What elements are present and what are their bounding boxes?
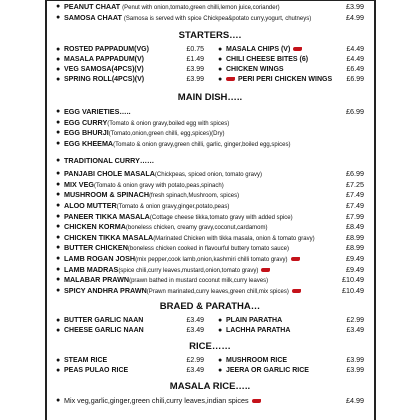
- item-description: (Tomato,onion,green chilli, egg,spices)(Dry): [108, 131, 225, 138]
- bullet-icon: ●: [56, 397, 61, 405]
- item-description: (Cottage cheese tikka,tomato gravy with added spice): [149, 214, 293, 221]
- menu-item-pair: [50, 45, 370, 55]
- chili-icon: [226, 77, 235, 81]
- bullet-icon: ●: [56, 156, 61, 164]
- bullet-icon: ●: [218, 367, 223, 375]
- item-description: (Tomato & onion gravy,ginger,potato,peas): [116, 203, 230, 210]
- item-name: Mix veg,garlic,ginger,green chili,curry leaves,indian spices: [64, 396, 249, 406]
- item-price: £7.49: [346, 190, 364, 200]
- item-name: PLAIN PARATHA: [226, 317, 283, 325]
- bullet-icon: ●: [56, 201, 61, 209]
- item-description: (Tomato & onion gravy with potato,peas,spinach): [93, 182, 224, 189]
- item-price: £9.49: [346, 264, 364, 274]
- menu-item-pair: [50, 316, 370, 326]
- item-name: MUSHROOM RICE: [226, 357, 288, 365]
- item-name: MASALA PAPPADUM(V): [64, 56, 144, 64]
- item-price: £6.49: [346, 66, 364, 74]
- menu-item-pair: [50, 65, 370, 75]
- item-price: £9.49: [346, 253, 364, 263]
- item-price: £3.99: [346, 357, 364, 365]
- item-price: £3.99: [186, 76, 204, 84]
- item-price: £8.49: [346, 222, 364, 232]
- bullet-icon: ●: [56, 244, 61, 252]
- item-price: £3.99: [346, 2, 364, 11]
- section-heading-main-dish: MAIN DISH…..: [177, 92, 243, 104]
- item-name: VEG SAMOSA(4PCS)(V): [64, 66, 144, 74]
- bullet-icon: ●: [218, 66, 223, 74]
- item-price: £3.99: [346, 367, 364, 375]
- bullet-icon: ●: [56, 233, 61, 241]
- menu-item: [50, 13, 370, 24]
- item-name: EGG BHURJI: [64, 128, 109, 138]
- item-price: £4.49: [346, 46, 364, 54]
- bullet-icon: ●: [56, 223, 61, 231]
- bullet-icon: ●: [56, 129, 61, 137]
- item-name: MASALA CHIPS (V): [226, 46, 291, 54]
- item-description: (mix pepper,cook lamb,onion,kashmiri chilli tomato gravy): [135, 256, 288, 263]
- item-description: (boneless chicken cooked in flavourful buttery tomato sauce): [127, 246, 289, 253]
- chili-icon: [252, 399, 261, 403]
- item-name: MIX VEG: [64, 179, 94, 189]
- bullet-icon: ●: [56, 76, 61, 84]
- item-name: PANEER TIKKA MASALA: [64, 211, 150, 221]
- item-name: PEAS PULAO RICE: [64, 367, 129, 375]
- item-name: ALOO MUTTER: [64, 200, 117, 210]
- item-description: (Marinated Chicken with tikka masala, onion & tomato gravy): [153, 235, 315, 242]
- bullet-icon: ●: [56, 327, 61, 335]
- item-name: CHICKEN TIKKA MASALA: [64, 232, 154, 242]
- item-description: (Prawn marinated,curry leaves,green chill,mix spices): [146, 288, 289, 295]
- bullet-icon: ●: [218, 56, 223, 64]
- item-price: £0.75: [186, 46, 204, 54]
- item-description: (fresh spinach,Mushroom, spices): [149, 193, 240, 200]
- menu-item-pair: [50, 326, 370, 336]
- menu-item-pair: [50, 75, 370, 85]
- bullet-icon: ●: [56, 66, 61, 74]
- bullet-icon: ●: [56, 212, 61, 220]
- bullet-icon: ●: [218, 76, 223, 84]
- item-price: £6.99: [346, 107, 364, 117]
- bullet-icon: ●: [56, 286, 61, 294]
- section-heading-starters: STARTERS….: [178, 30, 242, 42]
- menu-item-pair: [50, 55, 370, 65]
- item-price: £8.99: [346, 232, 364, 242]
- item-name: LAMB MADRAS: [64, 264, 119, 274]
- item-description: (Chickpeas, spiced onion, tomato gravy): [154, 172, 262, 179]
- egg-varieties-heading: EGG VARIETIES…..: [64, 107, 131, 117]
- item-price: £4.99: [346, 396, 364, 406]
- item-name: LAMB ROGAN JOSH: [64, 253, 136, 263]
- item-description: (Tomato & onion gravy,boiled egg with spices): [107, 120, 230, 127]
- bullet-icon: ●: [56, 170, 61, 178]
- item-description: (prawn bathed in mustard coconut milk,curry leaves): [129, 278, 269, 285]
- item-price: £4.49: [346, 56, 364, 64]
- bullet-icon: ●: [56, 254, 61, 262]
- bullet-icon: ●: [218, 46, 223, 54]
- bullet-icon: ●: [218, 357, 223, 365]
- bullet-icon: ●: [218, 327, 223, 335]
- menu-item: [50, 169, 370, 180]
- item-description: (Samosa is served with spice Chickpea&potato curry,yogurt, chutneys): [123, 15, 312, 22]
- bullet-icon: ●: [56, 357, 61, 365]
- item-price: £3.49: [186, 317, 204, 325]
- item-name: LACHHA PARATHA: [226, 327, 291, 335]
- menu-item: [50, 180, 370, 191]
- traditional-curry-heading: TRADITIONAL CURRY……: [64, 155, 155, 165]
- bullet-icon: ●: [56, 3, 61, 10]
- item-price: £1.49: [186, 56, 204, 64]
- menu-item: [50, 222, 370, 233]
- item-name: SPICY ANDHRA PRAWN: [64, 285, 147, 295]
- item-name: SAMOSA CHAAT: [64, 12, 122, 22]
- item-name: EGG KHEEMA: [64, 138, 114, 148]
- menu-item: [50, 190, 370, 201]
- item-name: CHILI CHEESE BITES (6): [226, 56, 309, 64]
- item-description: (Penut with onion,tomato,green chilli,lemon juice,coriander): [122, 5, 280, 11]
- item-price: £7.99: [346, 211, 364, 221]
- bullet-icon: ●: [218, 317, 223, 325]
- item-price: £3.99: [186, 66, 204, 74]
- section-heading-bread: BRAED & PARATHA…: [159, 301, 261, 313]
- menu-item: [50, 201, 370, 212]
- item-price: £7.49: [346, 200, 364, 210]
- chili-icon: [261, 268, 270, 272]
- menu-border-right: [374, 0, 376, 420]
- bullet-icon: ●: [56, 56, 61, 64]
- menu-item-pair: [50, 356, 370, 366]
- item-price: £2.99: [346, 317, 364, 325]
- chili-icon: [292, 289, 301, 293]
- bullet-icon: ●: [56, 118, 61, 126]
- item-name: ROSTED PAPPADUM(VG): [64, 46, 149, 54]
- item-name: PANJABI CHOLE MASALA: [64, 169, 155, 179]
- menu-item: [50, 286, 370, 297]
- section-heading-rice: RICE……: [189, 341, 231, 353]
- item-name: CHICKEN KORMA: [64, 222, 126, 232]
- item-name: CHICKEN WINGS: [226, 66, 284, 74]
- item-price: £3.49: [186, 327, 204, 335]
- menu-subheading: [50, 107, 370, 118]
- item-description: (Tomato & onion gravy,green chilli, garlic, ginger,boiled egg,spices): [113, 141, 291, 148]
- menu-item: [50, 396, 370, 407]
- item-price: £6.99: [346, 169, 364, 179]
- item-price: £2.99: [186, 357, 204, 365]
- menu-border-top: [45, 0, 376, 1]
- item-name: JEERA OR GARLIC RICE: [226, 367, 309, 375]
- item-name: CHEESE GARLIC NAAN: [64, 327, 144, 335]
- item-price: £8.99: [346, 243, 364, 253]
- menu-border-left: [45, 0, 47, 420]
- item-name: STEAM RICE: [64, 357, 108, 365]
- menu-item: [50, 212, 370, 223]
- section-heading-masala-rice: MASALA RICE…..: [169, 381, 251, 393]
- menu-item: [50, 275, 370, 286]
- item-price: £10.49: [342, 285, 364, 295]
- item-name: BUTTER GARLIC NAAN: [64, 317, 144, 325]
- bullet-icon: ●: [56, 276, 61, 284]
- bullet-icon: ●: [56, 191, 61, 199]
- bullet-icon: ●: [56, 13, 61, 21]
- menu-subheading: [50, 156, 370, 167]
- menu-item: [50, 265, 370, 276]
- menu-content: [50, 2, 370, 407]
- item-name: PERI PERI CHICKEN WINGS: [238, 76, 333, 84]
- item-name: MUSHROOM & SPINACH: [64, 190, 150, 200]
- item-name: SPRING ROLL(4PCS)(V): [64, 76, 145, 84]
- menu-item-pair: [50, 366, 370, 376]
- chili-icon: [291, 257, 300, 261]
- item-description: (spice chili,curry leaves,mustard,onion,tomato gravy): [118, 267, 259, 274]
- menu-item: [50, 139, 370, 150]
- bullet-icon: ●: [56, 367, 61, 375]
- bullet-icon: ●: [56, 317, 61, 325]
- menu-item: [50, 233, 370, 244]
- item-name: PEANUT CHAAT: [64, 2, 121, 11]
- bullet-icon: ●: [56, 139, 61, 147]
- item-price: £4.99: [346, 12, 364, 22]
- item-price: £10.49: [342, 275, 364, 285]
- menu-item: [50, 254, 370, 265]
- item-price: £3.49: [346, 327, 364, 335]
- bullet-icon: ●: [56, 180, 61, 188]
- chili-icon: [293, 47, 302, 51]
- menu-item: [50, 2, 370, 13]
- menu-item: [50, 128, 370, 139]
- bullet-icon: ●: [56, 46, 61, 54]
- traditional-curry-list: [50, 169, 370, 296]
- item-description: (boneless chicken, creamy gravy,coconut,cardamom): [125, 225, 268, 232]
- item-name: MALABAR PRAWN: [64, 275, 130, 285]
- item-price: £3.49: [186, 367, 204, 375]
- item-name: BUTTER CHICKEN: [64, 243, 128, 253]
- bullet-icon: ●: [56, 265, 61, 273]
- menu-item: [50, 243, 370, 254]
- item-price: £6.99: [346, 76, 364, 84]
- bullet-icon: ●: [56, 108, 61, 116]
- item-name: EGG CURRY: [64, 117, 108, 127]
- menu-item: [50, 118, 370, 129]
- item-price: £7.25: [346, 179, 364, 189]
